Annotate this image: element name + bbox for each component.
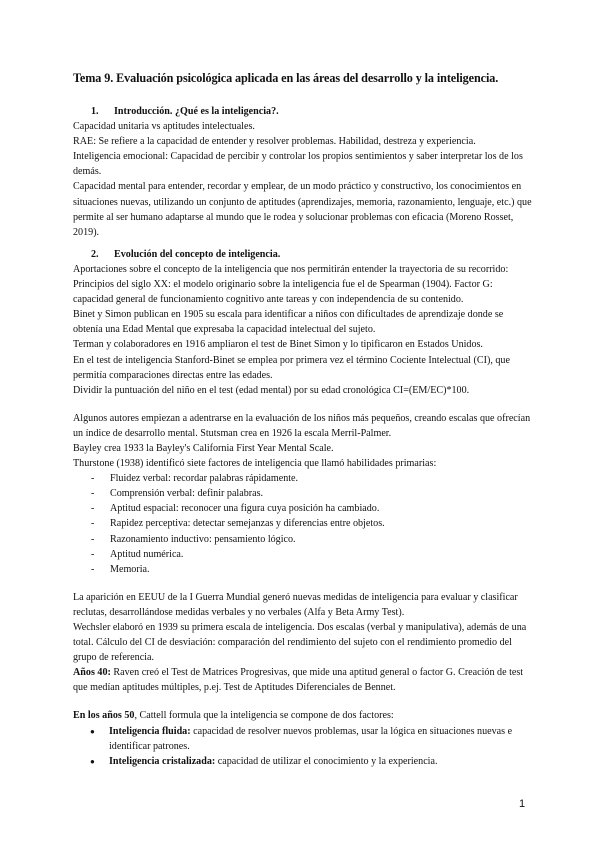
list-item: - Rapidez perceptiva: detectar semejanzas y diferencias entre objetos. — [73, 516, 533, 531]
paragraph: Capacidad mental para entender, recordar y emplear, de un modo práctico y constructivo, los conocimientos en situaciones nuevas, utilizando un conjunto de aptitudes (aprendizajes, memoria, razonamiento, lenguaje, etc.) que permite al ser humano adaptarse al mundo que le rodea y solucionar problemas con eficacia (Moreno Rosset, 2019). — [73, 181, 532, 238]
list-item: - Fluidez verbal: recordar palabras rápidamente. — [73, 471, 533, 486]
paragraph: En el test de inteligencia Stanford-Binet se emplea por primera vez el término Cociente Intelectual (CI), que permitía comparaciones directas entre las edades. — [73, 354, 510, 381]
paragraph: Dividir la puntuación del niño en el test (edad mental) por su edad cronológica CI=(EM/EC)*100. — [73, 384, 470, 396]
paragraph-text: Raven creó el Test de Matrices Progresivas, que mide una aptitud general o factor G. Creación de test que medían aptitudes múltiples, p.ej. Test de Aptitudes Diferenciales de Bennet. — [73, 667, 524, 694]
list-item — [73, 754, 533, 769]
paragraph: La aparición en EEUU de la I Guerra Mundial generó nuevas medidas de inteligencia para evaluar y clasificar reclutas, desarrollándose medidas verbales y no verbales (Alfa y Beta Army Test). — [73, 591, 518, 618]
paragraph: Bayley crea 1933 la Bayley's California First Year Mental Scale. — [73, 442, 334, 454]
section-heading-1 — [73, 104, 533, 119]
section-title: Introducción. ¿Qué es la inteligencia?. — [114, 106, 279, 117]
paragraph-years-50 — [73, 708, 533, 723]
bold-term: Inteligencia cristalizada: — [109, 755, 216, 767]
item-text: capacidad de utilizar el conocimiento y la experiencia. — [215, 755, 438, 767]
section-title: Evolución del concepto de inteligencia. — [114, 248, 281, 260]
paragraph: Aportaciones sobre el concepto de la inteligencia que nos permitirán entender la trayectoria de su recorrido: Principios del siglo XX: el modelo originario sobre la inteligencia fue el de Spearman (1904). Factor G: capacidad general de funcionamiento cognitivo ante tareas y con independencia de su contenido. — [73, 263, 509, 306]
section-heading-2 — [73, 247, 533, 262]
paragraph-years-40 — [73, 665, 533, 695]
document-title: Tema 9. Evaluación psicológica aplicada en las áreas del desarrollo y la inteligencia. — [73, 71, 499, 85]
list-item — [73, 724, 533, 754]
page-number: 1 — [519, 798, 526, 810]
paragraph: Algunos autores empiezan a adentrarse en la evaluación de los niños más pequeños, creando escalas que ofrecían un índice de desarrollo mental. Stutsman crea en 1926 la escala Merril-Palmer. — [73, 412, 531, 439]
document-body — [73, 104, 533, 769]
section-number: 2. — [91, 248, 99, 260]
paragraph: Thurstone (1938) identificó siete factores de inteligencia que llamó habilidades primarias: — [73, 458, 437, 470]
list-item: - Razonamiento inductivo: pensamiento lógico. — [73, 532, 533, 547]
paragraph-text: , Cattell formula que la inteligencia se compone de dos factores: — [134, 710, 394, 722]
section-number: 1. — [91, 106, 99, 117]
primary-abilities-list — [73, 471, 533, 577]
list-item: - Aptitud espacial: reconocer una figura cuya posición ha cambiado. — [73, 501, 533, 516]
paragraph: Inteligencia emocional: Capacidad de percibir y controlar los propios sentimientos y saber interpretar los de los demás. — [73, 151, 523, 178]
paragraph: Binet y Simon publican en 1905 su escala para identificar a niños con dificultades de aprendizaje donde se obtenía una Edad Mental que expresaba la capacidad intelectual del sujeto. — [73, 309, 504, 336]
list-item: - Aptitud numérica. — [73, 547, 533, 562]
paragraph: Wechsler elaboró en 1939 su primera escala de inteligencia. Dos escalas (verbal y manipulativa), además de una total. Cálculo del CI de desviación: comparación del rendimiento del sujeto con el rendimiento promedio del grupo de referencia. — [73, 622, 527, 664]
bold-label: En los años 50 — [73, 710, 135, 722]
cattell-factors-list — [73, 724, 533, 769]
paragraph: Capacidad unitaria vs aptitudes intelectuales. — [73, 121, 255, 133]
list-item: - Memoria. — [73, 562, 533, 577]
paragraph: RAE: Se refiere a la capacidad de entender y resolver problemas. Habilidad, destreza y experiencia. — [73, 136, 476, 148]
bold-term: Inteligencia fluida: — [109, 725, 191, 737]
paragraph: Terman y colaboradores en 1916 ampliaron el test de Binet Simon y lo tipificaron en Estados Unidos. — [73, 339, 483, 351]
list-item: - Comprensión verbal: definir palabras. — [73, 486, 533, 501]
item-text: capacidad de resolver nuevos problemas, usar la lógica en situaciones nuevas e identificar patrones. — [109, 725, 513, 752]
bold-label: Años 40: — [73, 667, 111, 679]
